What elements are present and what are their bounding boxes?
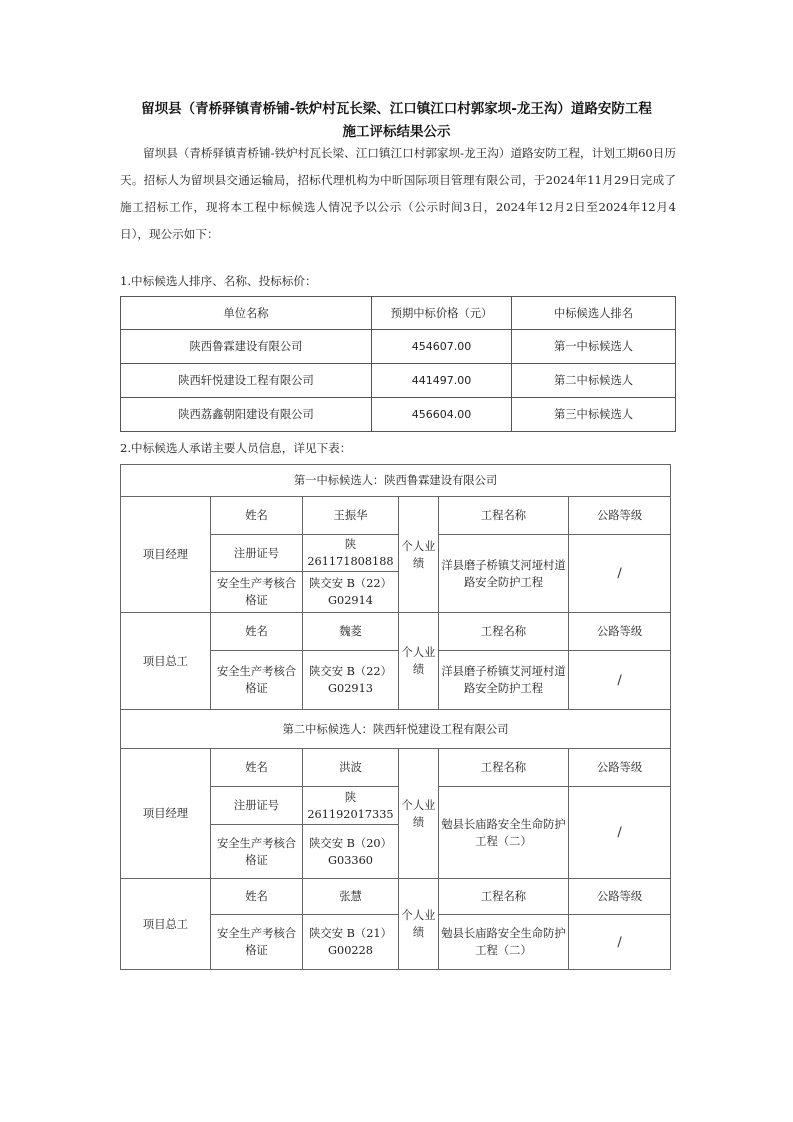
bidder-rank: 第三中标候选人 (512, 398, 676, 432)
bidder-name: 陕西荔鑫朝阳建设有限公司 (121, 398, 372, 432)
road-grade-value: / (569, 915, 671, 970)
role-label: 项目总工 (121, 879, 211, 970)
header-price: 预期中标价格（元） (372, 297, 512, 330)
section1-heading: 1.中标候选人排序、名称、投标标价： (120, 274, 317, 288)
cert-line-a: 陕交安 B（22） (309, 665, 392, 678)
bidder-name: 陕西轩悦建设工程有限公司 (121, 364, 372, 398)
road-grade-value: / (569, 787, 671, 879)
bid-price: 441497.00 (372, 364, 512, 398)
bidder-rank: 第一中标候选人 (512, 330, 676, 364)
table-row (121, 749, 671, 787)
performance-label: 个人业绩 (399, 879, 439, 970)
project-name-label: 工程名称 (439, 749, 569, 787)
table-row (121, 879, 671, 915)
role-label: 项目总工 (121, 613, 211, 710)
road-grade-value: / (569, 535, 671, 613)
project-value: 洋县磨子桥镇艾河垭村道路安全防护工程 (439, 535, 569, 613)
road-grade-label: 公路等级 (569, 497, 671, 535)
reg-no-label: 注册证号 (211, 535, 303, 572)
project-name-label: 工程名称 (439, 613, 569, 651)
safety-cert-value (303, 825, 399, 879)
safety-cert-value (303, 651, 399, 710)
name-label: 姓名 (211, 613, 303, 651)
document-title-line1: 留坝县（青桥驿镇青桥铺-铁炉村瓦长梁、江口镇江口村郭家坝-龙王沟）道路安防工程 (141, 101, 652, 117)
road-grade-label: 公路等级 (569, 879, 671, 915)
safety-cert-value (303, 572, 399, 613)
performance-label: 个人业绩 (399, 497, 439, 613)
road-grade-value: / (569, 651, 671, 710)
performance-label: 个人业绩 (399, 749, 439, 879)
table-row (121, 398, 676, 432)
table-row (121, 497, 671, 535)
table-row (121, 364, 676, 398)
person-name: 张慧 (303, 879, 399, 915)
header-unit-name: 单位名称 (121, 297, 372, 330)
role-label: 项目经理 (121, 749, 211, 879)
reg-no-label: 注册证号 (211, 787, 303, 825)
table-row (121, 613, 671, 651)
bid-price: 454607.00 (372, 330, 512, 364)
safety-cert-label: 安全生产考核合格证 (211, 915, 303, 970)
project-value: 勉县长庙路安全生命防护工程（二） (439, 787, 569, 879)
cert-line-b: G00228 (328, 944, 373, 957)
project-value: 洋县磨子桥镇艾河垭村道路安全防护工程 (439, 651, 569, 710)
name-label: 姓名 (211, 879, 303, 915)
safety-cert-label: 安全生产考核合格证 (211, 651, 303, 710)
cert-line-a: 陕交安 B（21） (309, 927, 392, 940)
bid-ranking-table (120, 296, 676, 432)
cert-line-b: G02914 (328, 594, 373, 607)
project-value: 勉县长庙路安全生命防护工程（二） (439, 915, 569, 970)
cert-line-b: G02913 (328, 682, 373, 695)
road-grade-label: 公路等级 (569, 749, 671, 787)
candidate1-header: 第一中标候选人：陕西鲁霖建设有限公司 (121, 465, 671, 497)
bid-price: 456604.00 (372, 398, 512, 432)
candidate1-header-row (121, 465, 671, 497)
reg-no-value: 陕 261192017335 (303, 787, 399, 825)
project-name-label: 工程名称 (439, 879, 569, 915)
table-row (121, 330, 676, 364)
reg-no-value: 陕 261171808188 (303, 535, 399, 572)
document-title-line2: 施工评标结果公示 (342, 124, 451, 140)
header-rank: 中标候选人排名 (512, 297, 676, 330)
cert-line-b: G03360 (328, 853, 373, 867)
personnel-table (120, 464, 671, 970)
candidate2-header-row (121, 710, 671, 749)
performance-label: 个人业绩 (399, 613, 439, 710)
candidate2-header: 第二中标候选人：陕西轩悦建设工程有限公司 (121, 710, 671, 749)
safety-cert-value (303, 915, 399, 970)
bid-table-header-row (121, 297, 676, 330)
person-name: 魏菱 (303, 613, 399, 651)
bidder-name: 陕西鲁霖建设有限公司 (121, 330, 372, 364)
bidder-rank: 第二中标候选人 (512, 364, 676, 398)
road-grade-label: 公路等级 (569, 613, 671, 651)
section2-heading: 2.中标候选人承诺主要人员信息，详见下表： (120, 441, 352, 455)
cert-line-a: 陕交安 B（20） (309, 836, 392, 850)
person-name: 王振华 (303, 497, 399, 535)
safety-cert-label: 安全生产考核合格证 (211, 572, 303, 613)
name-label: 姓名 (211, 749, 303, 787)
person-name: 洪波 (303, 749, 399, 787)
project-name-label: 工程名称 (439, 497, 569, 535)
role-label: 项目经理 (121, 497, 211, 613)
intro-paragraph: 留坝县（青桥驿镇青桥铺-铁炉村瓦长梁、江口镇江口村郭家坝-龙王沟）道路安防工程，计划工期60日历天。招标人为留坝县交通运输局，招标代理机构为中昕国际项目管理有限公司，于2024年11月29日完成了施工招标工作，现将本工程中标候选人情况予以公示（公示时间3日，2024年12月2日至2024年12月4日），现公示如下： (120, 146, 676, 241)
safety-cert-label: 安全生产考核合格证 (211, 825, 303, 879)
cert-line-a: 陕交安 B（22） (309, 577, 392, 590)
name-label: 姓名 (211, 497, 303, 535)
